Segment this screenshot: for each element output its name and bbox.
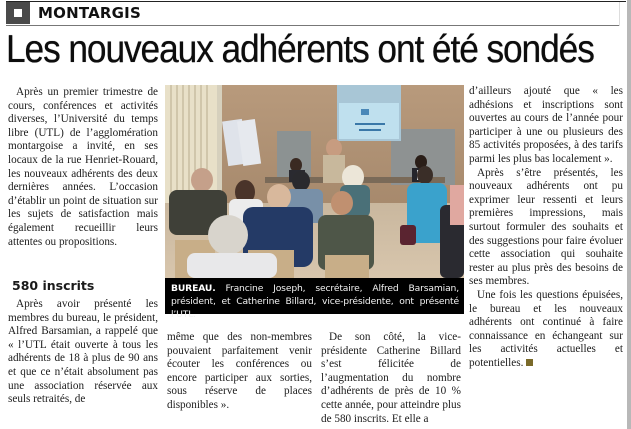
- photo-with-caption: [165, 85, 464, 320]
- paragraph: Après avoir présenté les membres du bureau, le président, Alfred Barsamian, a rappelé que « l’UTL était ouverte à tous les adhérents de 18 à plus de 90 ans et que ce n’était absolument pas une association réservée aux seuls retraités, de: [8, 298, 158, 406]
- section-rubric: [6, 2, 312, 24]
- paragraph: Après s’être présentés, les nouveaux adhérents ont pu exprimer leur ressenti et leurs premières impressions, mais surtout formuler des souhaits et des suggestions pour faire évoluer cette association qui souhaite rester au plus près des besoins de ses membres.: [469, 166, 623, 288]
- square-rubric-icon: [6, 2, 30, 24]
- page-edge: [627, 0, 631, 429]
- intro-paragraph: Après un premier trimestre de cours, conférences et activités diverses, l’Université du temps libre (UTL) de l’agglomération montargoise a invité, en ses locaux de la rue Henriet-Rouard, les nouveaux adhérents des deux dernières années. L’occasion d’établir un point de situation sur les sujets de satisfaction mais également recueillir leurs attentes ou propositions.: [8, 86, 158, 248]
- subheading: 580 inscrits: [12, 278, 95, 293]
- article-column-1-continued: [8, 298, 158, 407]
- rubric-divider-vertical: [619, 2, 620, 26]
- photo-caption: [171, 282, 459, 321]
- closing-paragraph: [469, 289, 623, 371]
- paragraph: d’ailleurs ajouté que « les adhésions et inscriptions sont ouvertes au cours de l’année pour participer à une ou plusieurs des 85 activités proposées, à des tarifs parmi les plus bas localement ».: [469, 85, 623, 165]
- paragraph: même que des non-membres pouvaient parfaitement venir écouter les conférences ou encore participer aux sorties, sous réserve de places disponibles ».: [167, 331, 312, 411]
- article-column-2: [167, 331, 312, 413]
- article-column-1: [8, 86, 158, 249]
- section-label: MONTARGIS: [38, 4, 141, 22]
- rubric-divider: [6, 25, 620, 26]
- caption-text: Francine Joseph, secrétaire, Alfred Barsamian, président, et Catherine Billard, vice-présidente, ont présenté l’UTL.: [171, 283, 459, 320]
- caption-lead: BUREAU.: [171, 283, 216, 294]
- closing-text: Une fois les questions épuisées, le bureau et les nouveaux adhérents ont continué à faire connaissance en échangeant sur les activités actuelles et potentielles.: [469, 288, 623, 369]
- end-of-article-icon: [526, 359, 533, 366]
- headline: Les nouveaux adhérents ont été sondés: [6, 28, 594, 71]
- paragraph: De son côté, la vice-présidente Catherine Billard s’est félicitée de l’augmentation du nombre d’adhérents de près de 10 % cette année, pour atteindre plus de 580 inscrits. Et elle a: [321, 331, 461, 425]
- meeting-photo: [165, 85, 464, 278]
- article-column-4: [469, 85, 623, 370]
- article-column-3: [321, 331, 461, 426]
- meeting-photo-illustration: [165, 85, 464, 278]
